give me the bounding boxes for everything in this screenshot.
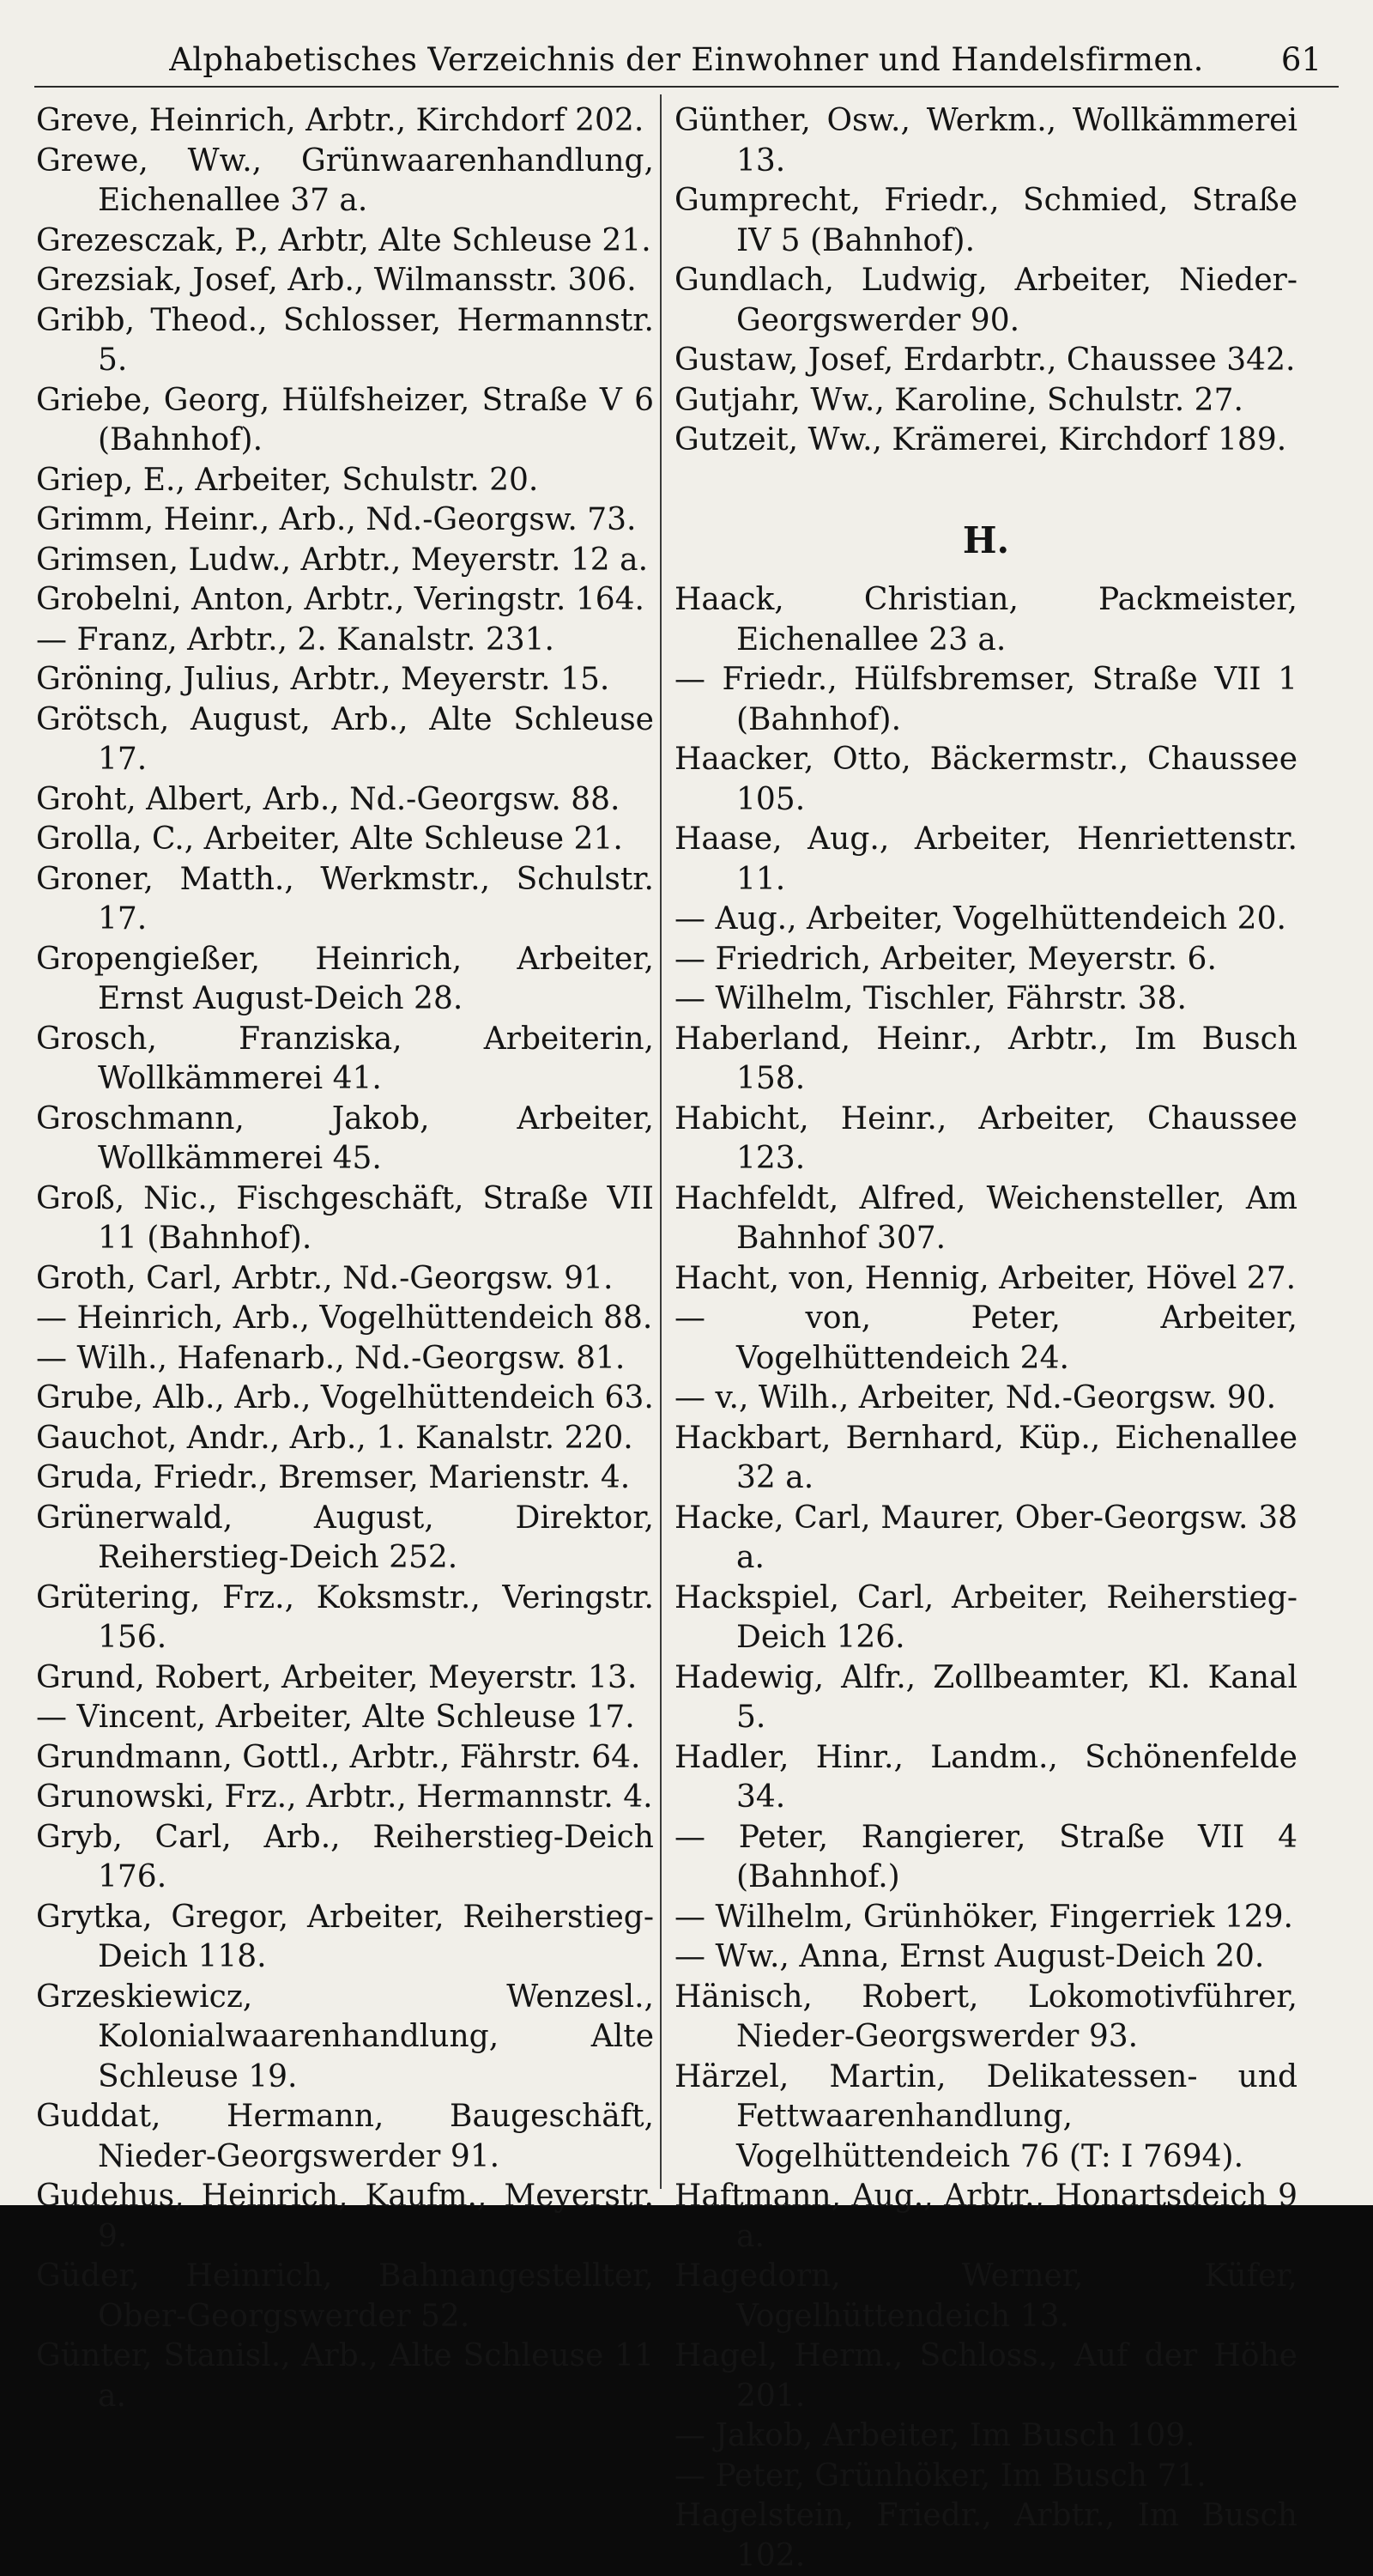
directory-entry: Grosch, Franziska, Arbeiterin, Wollkämmerei 41. — [36, 1021, 654, 1096]
directory-entry: Grobelni, Anton, Arbtr., Veringstr. 164. — [36, 582, 644, 617]
directory-entry: — Wilhelm, Grünhöker, Fingerriek 129. — [674, 1899, 1294, 1935]
directory-entry: Härzel, Martin, Delikatessen- und Fettwaarenhandlung, Vogelhüttendeich 76 (T: I 7694). — [674, 2058, 1297, 2174]
directory-entry: Hachfeldt, Alfred, Weichensteller, Am Bahnhof 307. — [674, 1180, 1297, 1256]
directory-entry: Haberland, Heinr., Arbtr., Im Busch 158. — [674, 1021, 1297, 1096]
directory-entry: Grimsen, Ludw., Arbtr., Meyerstr. 12 a. — [36, 542, 649, 578]
directory-entry: — Wilhelm, Tischler, Fährstr. 38. — [674, 981, 1187, 1016]
directory-entry: Haase, Aug., Arbeiter, Henriettenstr. 11. — [674, 821, 1297, 897]
column-divider — [660, 94, 662, 2189]
section-heading: H. — [962, 519, 1010, 561]
directory-entry: — Franz, Arbtr., 2. Kanalstr. 231. — [36, 621, 554, 658]
directory-entry: Hacht, von, Hennig, Arbeiter, Hövel 27. — [674, 1260, 1297, 1296]
directory-entry: Gribb, Theod., Schlosser, Hermannstr. 5. — [36, 302, 654, 378]
directory-entry: Haftmann, Aug., Arbtr., Honartsdeich 9 a. — [674, 2179, 1297, 2254]
directory-entry: — Peter, Grünhöker, Im Busch 71. — [674, 2458, 1207, 2494]
directory-entry: Grötsch, August, Arb., Alte Schleuse 17. — [36, 701, 654, 777]
directory-entry: Groner, Matth., Werkmstr., Schulstr. 17. — [36, 861, 654, 936]
directory-entry: Hagedorn, Werner, Küfer, Vogelhüttendeich 13. — [674, 2258, 1297, 2334]
directory-entry: — v., Wilh., Arbeiter, Nd.-Georgsw. 90. — [674, 1380, 1277, 1415]
directory-entry: Hackbart, Bernhard, Küp., Eichenallee 32 a. — [674, 1420, 1297, 1495]
directory-entry: — Heinrich, Arb., Vogelhüttendeich 88. — [36, 1300, 653, 1336]
directory-entry: — Aug., Arbeiter, Vogelhüttendeich 20. — [674, 901, 1286, 936]
directory-entry: Grube, Alb., Arb., Vogelhüttendeich 63. — [36, 1380, 654, 1415]
directory-entry: Gryb, Carl, Arb., Reiherstieg-Deich 176. — [36, 1819, 654, 1894]
directory-entry: Grezsiak, Josef, Arb., Wilmansstr. 306. — [36, 263, 637, 298]
directory-entry: Hagel, Herm., Schloss., Auf der Höhe 201. — [674, 2338, 1297, 2414]
directory-entry: Groschmann, Jakob, Arbeiter, Wollkämmerei 45. — [36, 1100, 654, 1176]
directory-entry: Habicht, Heinr., Arbeiter, Chaussee 123. — [674, 1100, 1297, 1176]
spacer — [674, 461, 1297, 501]
directory-entry: Gruda, Friedr., Bremser, Marienstr. 4. — [36, 1460, 631, 1495]
directory-entry: Guddat, Hermann, Baugeschäft, Nieder-Georgswerder 91. — [36, 2099, 654, 2174]
directory-entry: Grütering, Frz., Koksmstr., Veringstr. 156. — [36, 1579, 654, 1655]
directory-entry: Günter, Stanisl., Arb., Alte Schleuse 11 a. — [36, 2338, 654, 2414]
directory-entry: Hadewig, Alfr., Zollbeamter, Kl. Kanal 5. — [674, 1659, 1297, 1735]
directory-entry: Groß, Nic., Fischgeschäft, Straße VII 11 (Bahnhof). — [36, 1180, 654, 1256]
directory-entry: — Vincent, Arbeiter, Alte Schleuse 17. — [36, 1700, 635, 1735]
directory-entry: Grezesczak, P., Arbtr, Alte Schleuse 21. — [36, 222, 651, 258]
directory-entry: Grzeskiewicz, Wenzesl., Kolonialwaarenhandlung, Alte Schleuse 19. — [36, 1979, 654, 2094]
directory-entry: Gudehus, Heinrich, Kaufm., Meyerstr. 9. — [36, 2179, 654, 2254]
directory-entry: Grunowski, Frz., Arbtr., Hermannstr. 4. — [36, 1779, 653, 1815]
directory-entry: Griebe, Georg, Hülfsheizer, Straße V 6 (Bahnhof). — [36, 382, 654, 458]
directory-entry: — Friedrich, Arbeiter, Meyerstr. 6. — [674, 941, 1217, 977]
directory-entry: Groht, Albert, Arb., Nd.-Georgsw. 88. — [36, 781, 620, 817]
page-header — [34, 36, 1339, 88]
directory-entry: Hackspiel, Carl, Arbeiter, Reiherstieg-Deich 126. — [674, 1579, 1297, 1655]
directory-entry: Grund, Robert, Arbeiter, Meyerstr. 13. — [36, 1659, 638, 1695]
directory-entry: Grundmann, Gottl., Arbtr., Fährstr. 64. — [36, 1739, 641, 1775]
left-column — [36, 101, 654, 2416]
directory-entry: Grolla, C., Arbeiter, Alte Schleuse 21. — [36, 821, 623, 857]
directory-entry: — Wilh., Hafenarb., Nd.-Georgsw. 81. — [36, 1340, 626, 1376]
directory-entry: Gundlach, Ludwig, Arbeiter, Nieder-Georgswerder 90. — [674, 263, 1297, 338]
directory-entry: — Peter, Rangierer, Straße VII 4 (Bahnhof.) — [674, 1819, 1297, 1894]
directory-entry: Günther, Osw., Werkm., Wollkämmerei 13. — [674, 103, 1297, 179]
directory-entry: Gutzeit, Ww., Krämerei, Kirchdorf 189. — [674, 422, 1287, 458]
directory-entry: Gustaw, Josef, Erdarbtr., Chaussee 342. — [674, 342, 1296, 378]
directory-entry: — Jakob, Arbeiter, Im Busch 109. — [674, 2418, 1195, 2453]
directory-entry: Greve, Heinrich, Arbtr., Kirchdorf 202. — [36, 103, 644, 138]
directory-entry: Haack, Christian, Packmeister, Eichenallee 23 a. — [674, 582, 1297, 658]
page-title: Alphabetisches Verzeichnis der Einwohner und Handelsfirmen. — [169, 41, 1204, 78]
directory-entry: Griep, E., Arbeiter, Schulstr. 20. — [36, 462, 539, 498]
directory-entry: Groth, Carl, Arbtr., Nd.-Georgsw. 91. — [36, 1260, 614, 1296]
directory-entry: Gauchot, Andr., Arb., 1. Kanalstr. 220. — [36, 1420, 633, 1456]
directory-entry: Güder, Heinrich, Bahnangestellter, Ober-Georgswerder 52. — [36, 2258, 654, 2334]
directory-entry: Hacke, Carl, Maurer, Ober-Georgsw. 38 a. — [674, 1500, 1297, 1575]
directory-entry: Gropengießer, Heinrich, Arbeiter, Ernst August-Deich 28. — [36, 941, 654, 1016]
directory-entry: — Friedr., Hülfsbremser, Straße VII 1 (Bahnhof). — [674, 662, 1297, 737]
directory-entry: Gröning, Julius, Arbtr., Meyerstr. 15. — [36, 662, 610, 697]
directory-entry: Haacker, Otto, Bäckermstr., Chaussee 105. — [674, 742, 1297, 817]
directory-entry: Hadler, Hinr., Landm., Schönenfelde 34. — [674, 1739, 1297, 1815]
directory-entry: Gumprecht, Friedr., Schmied, Straße IV 5 (Bahnhof). — [674, 183, 1297, 258]
page-number: 61 — [1280, 41, 1322, 78]
directory-entry: Grewe, Ww., Grünwaarenhandlung, Eichenallee 37 a. — [36, 142, 654, 218]
directory-entry: — von, Peter, Arbeiter, Vogelhüttendeich 24. — [674, 1300, 1297, 1376]
directory-entry: Grytka, Gregor, Arbeiter, Reiherstieg-Deich 118. — [36, 1899, 654, 1974]
directory-entry: — Ww., Anna, Ernst August-Deich 20. — [674, 1939, 1265, 1974]
directory-entry: Gutjahr, Ww., Karoline, Schulstr. 27. — [674, 382, 1243, 418]
directory-entry: Hagelstein, Friedr., Arbtr., Im Busch 102. — [674, 2498, 1297, 2573]
directory-entry: Grimm, Heinr., Arb., Nd.-Georgsw. 73. — [36, 502, 637, 537]
directory-entry: Grünerwald, August, Direktor, Reiherstieg-Deich 252. — [36, 1500, 654, 1575]
directory-entry: Hänisch, Robert, Lokomotivführer, Nieder-Georgswerder 93. — [674, 1979, 1297, 2054]
